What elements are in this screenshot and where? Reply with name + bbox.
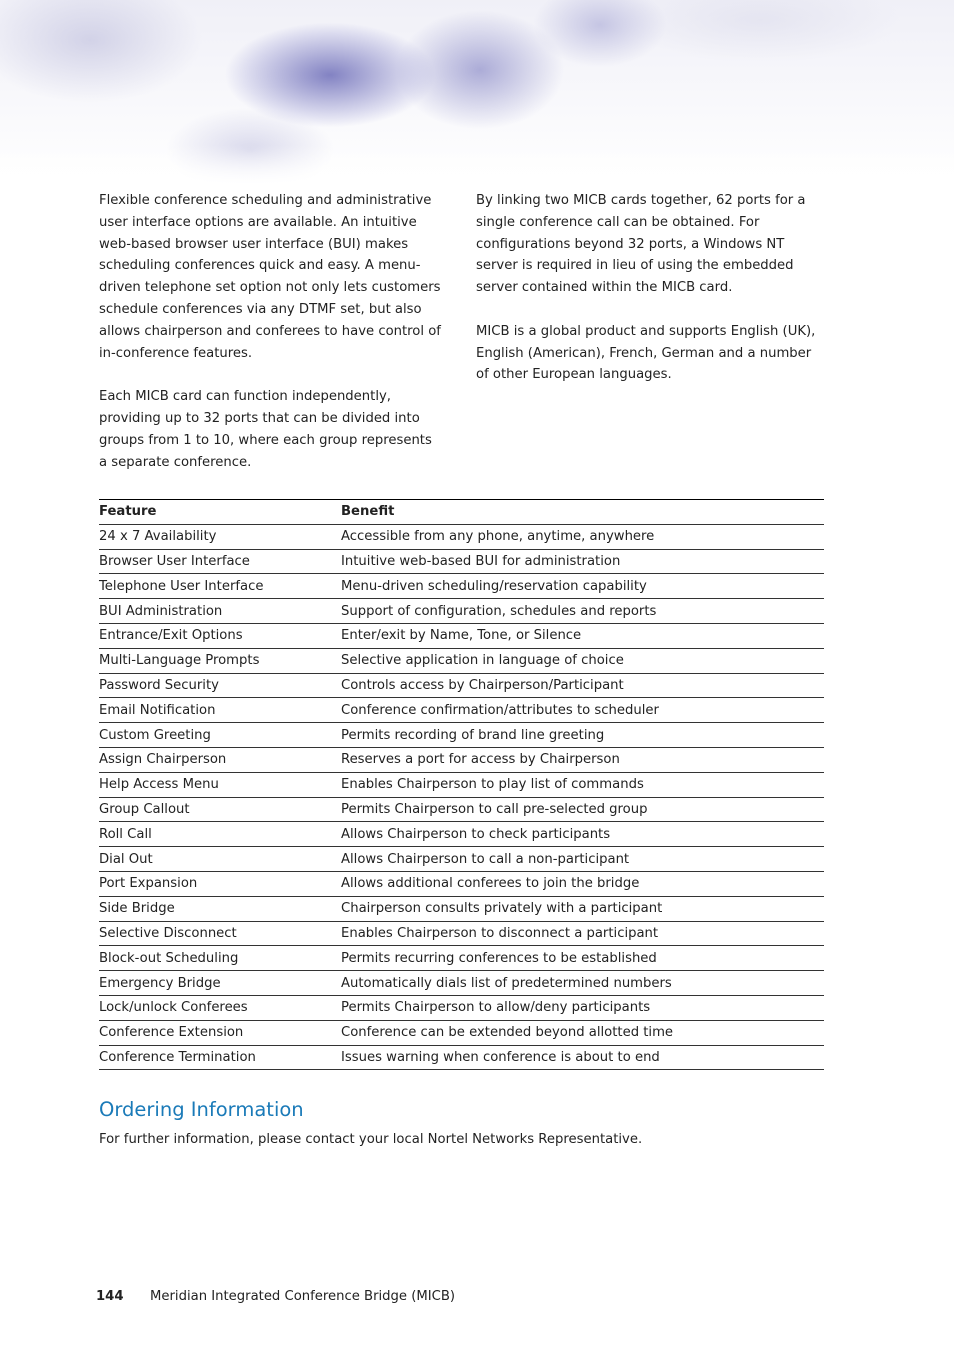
benefit-cell: Enter/exit by Name, Tone, or Silence: [341, 623, 824, 648]
table-row: [99, 921, 824, 946]
table-body: [99, 524, 824, 1070]
feature-cell: Browser User Interface: [99, 549, 341, 574]
feature-cell: Emergency Bridge: [99, 971, 341, 996]
table-row: [99, 822, 824, 847]
page-footer: [96, 1289, 455, 1304]
benefit-cell: Support of configuration, schedules and reports: [341, 599, 824, 624]
feature-cell: Group Callout: [99, 797, 341, 822]
benefit-cell: Chairperson consults privately with a participant: [341, 896, 824, 921]
feature-cell: Help Access Menu: [99, 772, 341, 797]
benefit-cell: Automatically dials list of predetermined numbers: [341, 971, 824, 996]
column-header-benefit: Benefit: [341, 500, 824, 525]
feature-cell: Custom Greeting: [99, 723, 341, 748]
feature-cell: Lock/unlock Conferees: [99, 995, 341, 1020]
table-row: [99, 1020, 824, 1045]
benefit-cell: Permits recurring conferences to be established: [341, 946, 824, 971]
table-row: [99, 599, 824, 624]
benefit-cell: Allows Chairperson to check participants: [341, 822, 824, 847]
table-row: [99, 772, 824, 797]
footer-title: Meridian Integrated Conference Bridge (MICB): [150, 1289, 456, 1304]
feature-cell: Entrance/Exit Options: [99, 623, 341, 648]
table-row: [99, 747, 824, 772]
feature-cell: BUI Administration: [99, 599, 341, 624]
benefit-cell: Conference confirmation/attributes to scheduler: [341, 698, 824, 723]
table-row: [99, 698, 824, 723]
feature-cell: Conference Termination: [99, 1045, 341, 1070]
ordering-text: For further information, please contact your local Nortel Networks Representative.: [99, 1132, 643, 1147]
benefit-cell: Conference can be extended beyond allotted time: [341, 1020, 824, 1045]
table-row: [99, 995, 824, 1020]
benefit-cell: Enables Chairperson to play list of commands: [341, 772, 824, 797]
benefit-cell: Permits Chairperson to allow/deny participants: [341, 995, 824, 1020]
table-row: [99, 896, 824, 921]
table-row: [99, 673, 824, 698]
table-row: [99, 723, 824, 748]
feature-cell: Conference Extension: [99, 1020, 341, 1045]
benefit-cell: Controls access by Chairperson/Participant: [341, 673, 824, 698]
benefit-cell: Reserves a port for access by Chairperson: [341, 747, 824, 772]
feature-cell: Email Notification: [99, 698, 341, 723]
table-row: [99, 1045, 824, 1070]
feature-cell: Selective Disconnect: [99, 921, 341, 946]
table-row: [99, 648, 824, 673]
feature-cell: Dial Out: [99, 847, 341, 872]
feature-cell: Password Security: [99, 673, 341, 698]
benefit-cell: Permits Chairperson to call pre-selected group: [341, 797, 824, 822]
ordering-title: Ordering Information: [99, 1098, 304, 1121]
feature-cell: Port Expansion: [99, 871, 341, 896]
table-header-row: [99, 500, 824, 525]
intro-paragraph: MICB is a global product and supports English (UK), English (American), French, German and a number of other European languages.: [476, 323, 816, 383]
feature-benefit-table: [99, 499, 824, 1070]
feature-cell: 24 x 7 Availability: [99, 524, 341, 549]
table-row: [99, 971, 824, 996]
header-image: [0, 0, 954, 185]
intro-paragraph: Each MICB card can function independently, providing up to 32 ports that can be divided into groups from 1 to 10, where each group represents a separate conference.: [99, 389, 432, 470]
feature-cell: Side Bridge: [99, 896, 341, 921]
benefit-cell: Enables Chairperson to disconnect a participant: [341, 921, 824, 946]
benefit-cell: Menu-driven scheduling/reservation capability: [341, 574, 824, 599]
intro-left-column: [99, 190, 444, 495]
intro-right-column: [476, 190, 821, 408]
benefit-cell: Allows additional conferees to join the bridge: [341, 871, 824, 896]
table-row: [99, 549, 824, 574]
table-row: [99, 871, 824, 896]
benefit-cell: Selective application in language of choice: [341, 648, 824, 673]
table-row: [99, 946, 824, 971]
intro-paragraph: Flexible conference scheduling and administrative user interface options are available. An intuitive web-based browser user interface (BUI) makes scheduling conferences quick and easy. A menu-driven telephone set option not only lets customers schedule conferences via any DTMF set, but also allows chairperson and conferees to have control of in-conference features.: [99, 193, 441, 361]
feature-cell: Assign Chairperson: [99, 747, 341, 772]
table-row: [99, 797, 824, 822]
feature-cell: Telephone User Interface: [99, 574, 341, 599]
benefit-cell: Intuitive web-based BUI for administration: [341, 549, 824, 574]
benefit-cell: Issues warning when conference is about to end: [341, 1045, 824, 1070]
page-number: 144: [96, 1289, 124, 1304]
benefit-cell: Allows Chairperson to call a non-participant: [341, 847, 824, 872]
feature-cell: Block-out Scheduling: [99, 946, 341, 971]
header-image-fade: [0, 145, 954, 185]
table-row: [99, 574, 824, 599]
benefit-cell: Accessible from any phone, anytime, anywhere: [341, 524, 824, 549]
table-row: [99, 847, 824, 872]
table-row: [99, 524, 824, 549]
feature-cell: Roll Call: [99, 822, 341, 847]
column-header-feature: Feature: [99, 500, 341, 525]
benefit-cell: Permits recording of brand line greeting: [341, 723, 824, 748]
intro-paragraph: By linking two MICB cards together, 62 ports for a single conference call can be obtained. For configurations beyond 32 ports, a Windows NT server is required in lieu of using the embedded server contained within the MICB card.: [476, 193, 806, 296]
feature-cell: Multi-Language Prompts: [99, 648, 341, 673]
table-row: [99, 623, 824, 648]
